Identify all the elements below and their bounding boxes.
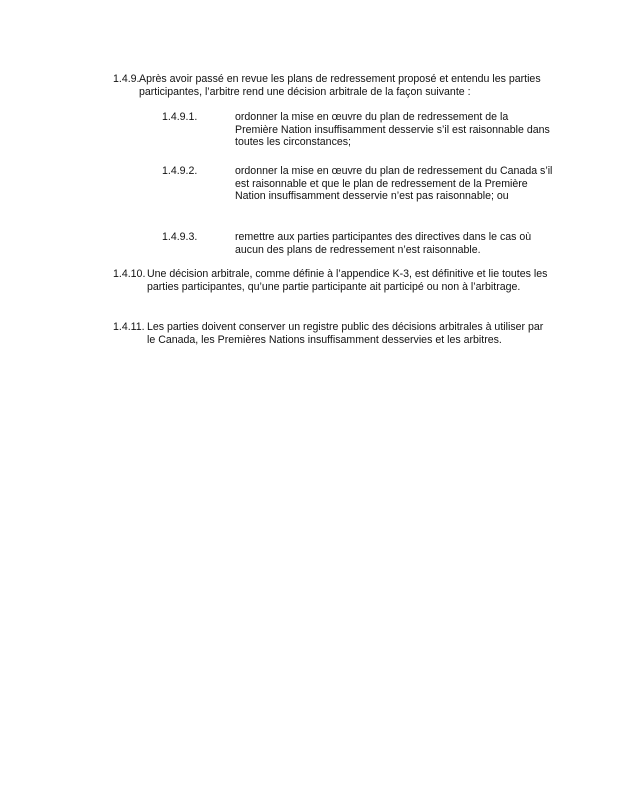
subclause-number: 1.4.9.1. [162,111,198,123]
subclause-1-4-9-2 [162,165,552,203]
clause-1-4-9 [113,73,553,98]
subclause-text: ordonner la mise en œuvre du plan de redressement de la Première Nation insuffisamment desservie s’il est raisonnable dans toutes les circonstances; [235,111,550,149]
clause-1-4-10 [113,268,553,293]
clause-number: 1.4.11. [113,321,145,333]
clause-number: 1.4.10. [113,268,146,280]
clause-number: 1.4.9. [113,73,140,85]
subclause-text: remettre aux parties participantes des directives dans le cas où aucun des plans de redressement n’est raisonnable. [235,231,532,256]
subclause-1-4-9-1 [162,111,552,149]
subclause-number: 1.4.9.2. [162,165,198,177]
subclause-number: 1.4.9.3. [162,231,198,243]
subclause-text: ordonner la mise en œuvre du plan de redressement du Canada s’il est raisonnable et que le plan de redressement de la Première Nation insuffisamment desservie n’est pas raisonnable; ou [235,165,553,203]
clause-text: Les parties doivent conserver un registre public des décisions arbitrales à utiliser par le Canada, les Premières Nations insuffisamment desservies et les arbitres. [147,321,544,346]
clause-text: Après avoir passé en revue les plans de redressement proposé et entendu les parties participantes, l’arbitre rend une décision arbitrale de la façon suivante : [139,73,541,98]
clause-text: Une décision arbitrale, comme définie à l’appendice K-3, est définitive et lie toutes les parties participantes, qu’une partie participante ait participé ou non à l’arbitrage. [147,268,548,293]
clause-1-4-11 [113,321,553,346]
subclause-1-4-9-3 [162,231,552,256]
